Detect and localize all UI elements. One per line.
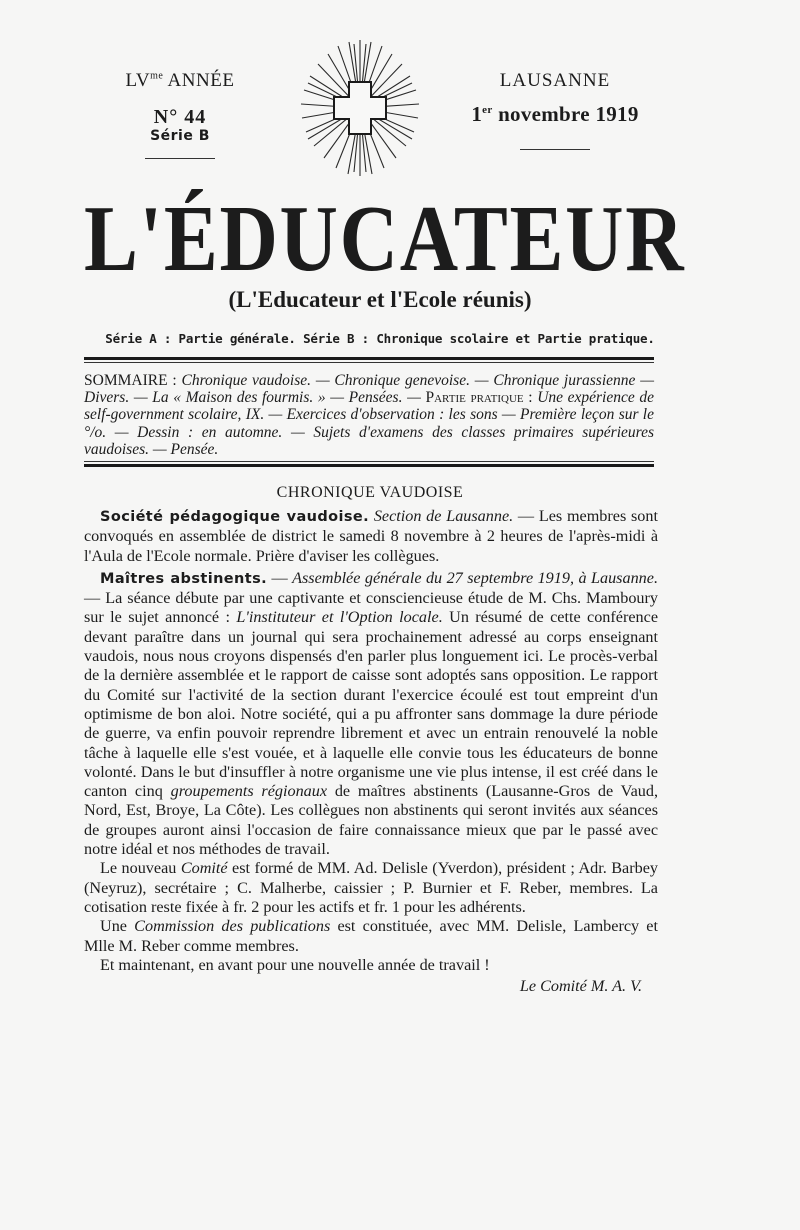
paragraph-text: Un résumé de cette conférence devant paraître dans un journal qui sera prochainement adressé au corps enseignant vaudois, nous nous croyons dispensés d'en parler plus longuement ici. Le procès-verbal de la dernière assemblée et le rapport de caisse sont adoptés sans opposition. Le rapport du Comité sur l'activité de la section durant l'exercice écoulé est tout empreint d'un optimisme de bon aloi. Notre société, qui a pu affronter sans dommage la dure période de guerre, va enfin pouvoir reprendre librement et avec un entrain renouvelé la noble tâche à laquelle elle s'est vouée, et à laquelle elle convie tous les éducateurs de bonne volonté. Dans le but d'insuffler à notre organisme une vie plus intense, il est créé dans le canton cinq (84, 608, 658, 801)
divider (145, 158, 215, 159)
paragraph-italic: Section de Lausanne. (373, 507, 514, 525)
article-body (84, 507, 658, 996)
paragraph: Et maintenant, en avant pour une nouvelle année de travail ! (100, 955, 490, 974)
masthead-left (100, 70, 260, 159)
paragraph (84, 859, 658, 917)
paragraph-italic: Commission des publications (134, 917, 331, 936)
paragraph-lead: Maîtres abstinents. (100, 570, 268, 587)
series-label: Série B (150, 128, 210, 144)
newspaper-title: L'ÉDUCATEUR (84, 187, 686, 291)
series-description: Série A : Partie générale. Série B : Chronique scolaire et Partie pratique. (105, 331, 655, 346)
paragraph-lead: Société pédagogique vaudoise. (100, 509, 370, 525)
date-day: 1 (471, 102, 483, 126)
signature: Le Comité M. A. V. (519, 977, 642, 996)
summary-items-pratique: Une expérience de self-government scolaire, IX. — Exercices d'observation : les sons — Première leçon sur le °/o. — Dessin : en automne. — Sujets d'examens des classes primaires supérieures vaudoises. — Pensée. (84, 389, 655, 458)
paragraph-text: — Les membres sont convoqués en assemblée de district le samedi 8 novembre à 2 heures de l'après-midi à l'Aula de l'Ecole normale. Prière d'aviser les collègues. (84, 507, 658, 565)
masthead-right (440, 70, 670, 150)
table-of-contents: SOMMAIRE : Chronique vaudoise. — Chronique genevoise. — Chronique jurassienne — Divers. — La « Maison des fourmis. » — Pensées. — Partie pratique : Une expérience de self-government scolaire, IX. — Exercices d'observation : les sons — Première leçon sur le °/o. — Dessin : en automne. — Sujets d'examens des classes primaires supérieures vaudoises. — Pensée. (84, 372, 655, 458)
paragraph-italic: groupements régionaux (170, 782, 328, 801)
paragraph-text: de maîtres abstinents (Lausanne-Gros de Vaud, Nord, Est, Broye, La Côte). Les collègues non abstinents qui seront invités aux séances de groupes auront ainsi l'occasion de faire connaissance mieux que par le passé avec notre idéal et nos méthodes de travail. (84, 782, 658, 859)
year-sup: me (150, 70, 164, 82)
paragraph-italic: Comité (180, 859, 228, 878)
paragraph-italic: L'instituteur et l'Option locale. (236, 608, 443, 627)
paragraph-italic: Assemblée générale du 27 septembre 1919, à Lausanne. (292, 568, 658, 587)
swiss-cross-sunburst-icon (300, 38, 420, 178)
date-sup: er (482, 104, 493, 116)
year-prefix: LV (125, 70, 151, 91)
paragraph-text: Une (100, 917, 135, 936)
double-rule-bottom (84, 461, 654, 467)
paragraph (84, 917, 658, 956)
paragraph (84, 569, 658, 859)
summary-items-general: Chronique vaudoise. — Chronique genevoise. — Chronique jurassienne — Divers. — La « Maison des fourmis. » — Pensées. — (84, 372, 654, 407)
paragraph-text: Le nouveau (100, 859, 181, 878)
paragraph-text: — La séance débute par une captivante et consciencieuse étude de M. Chs. Mamboury sur le sujet annoncé : (84, 589, 658, 627)
paragraph-text: est constituée, avec MM. Delisle, Lambercy et Mlle M. Reber comme membres. (84, 917, 658, 955)
double-rule-top (84, 357, 654, 363)
volume-year (100, 70, 260, 92)
paragraph (84, 507, 658, 566)
summary-label: SOMMAIRE (84, 372, 168, 389)
dash: — (267, 568, 293, 587)
city: LAUSANNE (499, 70, 611, 91)
section-heading: CHRONIQUE VAUDOISE (276, 484, 464, 501)
summary-partie-label: Partie pratique (425, 389, 524, 407)
year-suffix: ANNÉE (163, 70, 235, 91)
date-rest: novembre 1919 (492, 102, 639, 126)
subtitle: (L'Educateur et l'Ecole réunis) (228, 287, 532, 312)
issue-number: N° 44 (153, 106, 207, 128)
divider (520, 149, 590, 150)
paragraph-text: est formé de MM. Ad. Delisle (Yverdon), président ; Adr. Barbey (Neyruz), secrétaire ; C. Malherbe, caissier ; P. Burnier et F. Reber, membres. La cotisation reste fixée à fr. 2 pour les actifs et fr. 1 pour les adhérents. (84, 859, 658, 916)
issue-date (440, 102, 670, 127)
